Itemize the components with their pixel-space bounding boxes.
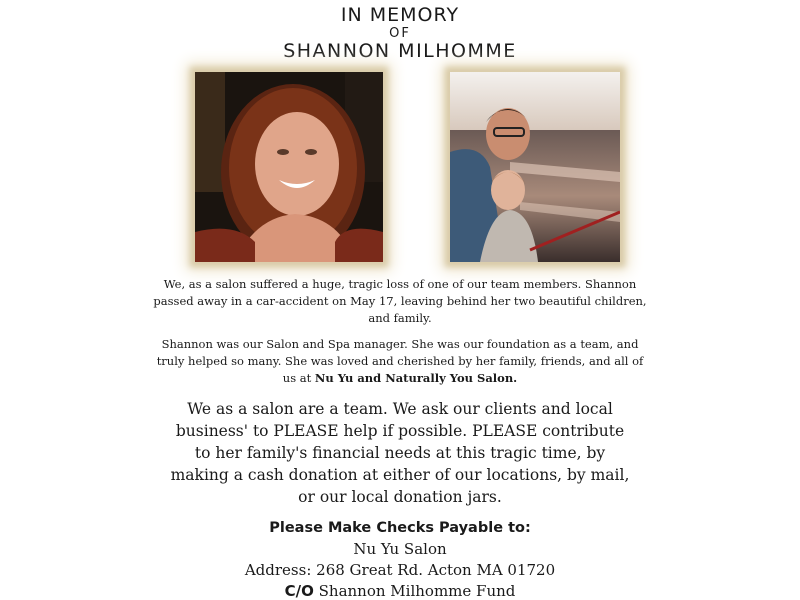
fund-name: Shannon Milhomme Fund: [318, 582, 516, 600]
donation-request-paragraph: We as a salon are a team. We ask our clients and local business' to PLEASE help if possible. PLEASE contribute to her family's financial needs at this tragic time, by making a cash donation at either of our locations, by mail, or our local donation jars.: [170, 400, 630, 506]
title-in-memory: IN MEMORY: [340, 4, 460, 26]
portrait-photo: [195, 72, 383, 262]
payable-heading: Please Make Checks Payable to:: [269, 520, 531, 536]
co-label: C/O: [284, 582, 314, 600]
family-sunset-photo: [450, 72, 620, 262]
payee-fund: [150, 581, 650, 600]
salon-names: Nu Yu and Naturally You Salon.: [314, 371, 518, 385]
manager-paragraph-text: Shannon was our Salon and Spa manager. She was our foundation as a team, and truly helped so many. She was loved and cherished by her family, friends, and all of us at: [156, 337, 644, 385]
portrait-photo-icon: [195, 72, 383, 262]
title-name: SHANNON MILHOMME: [283, 40, 517, 62]
payee-address: Address: 268 Great Rd. Acton MA 01720: [244, 561, 556, 579]
loss-paragraph: We, as a salon suffered a huge, tragic loss of one of our team members. Shannon passed away in a car-accident on May 17, leaving behind her two beautiful children, and family.: [153, 277, 647, 325]
title-of: OF: [389, 26, 411, 41]
family-sunset-photo-icon: [450, 72, 620, 262]
payee-name: Nu Yu Salon: [353, 540, 447, 558]
payable-block: [150, 518, 650, 600]
manager-paragraph: [150, 336, 650, 387]
